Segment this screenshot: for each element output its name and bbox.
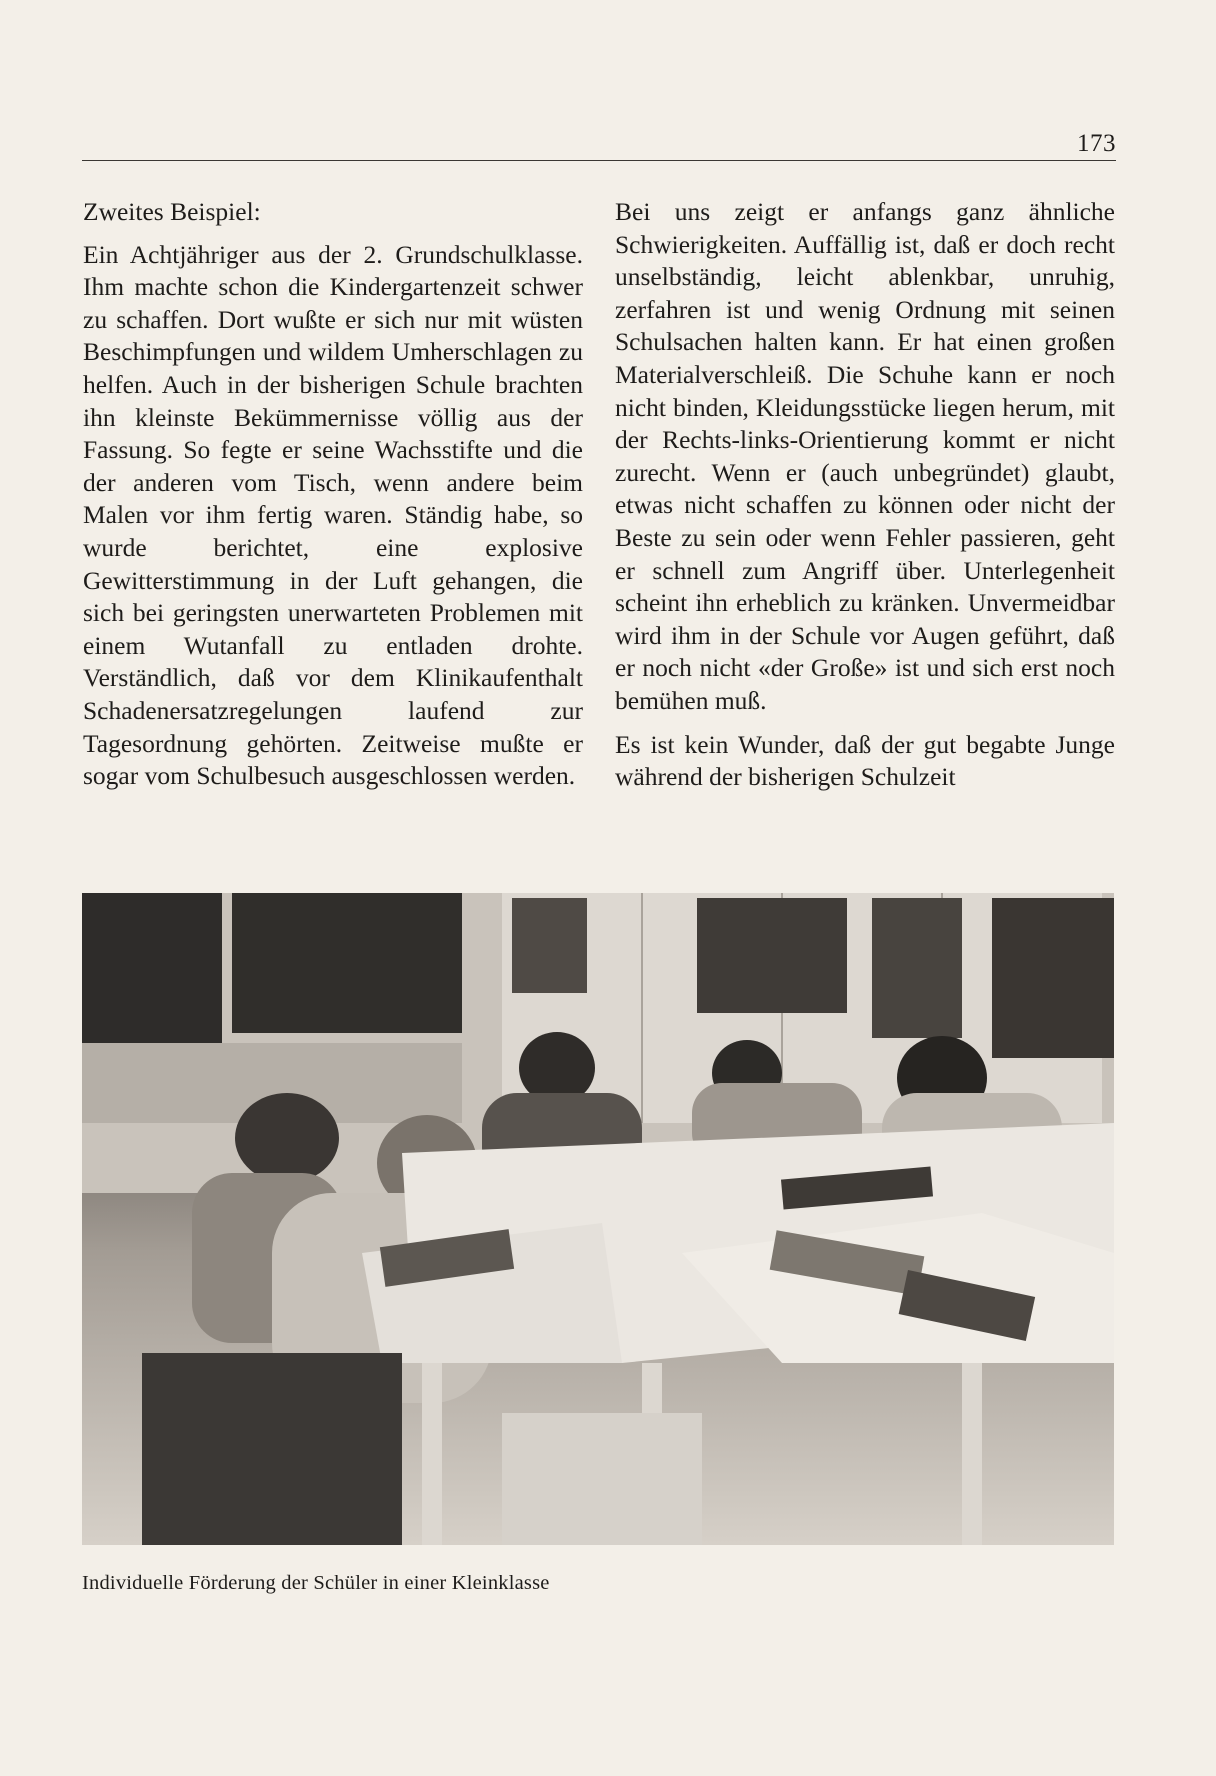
header-rule bbox=[82, 160, 1116, 161]
chalkboard-right bbox=[232, 893, 462, 1033]
right-column bbox=[615, 196, 1115, 805]
classroom-photo bbox=[82, 893, 1114, 1545]
page-number: 173 bbox=[1077, 130, 1116, 157]
figure-caption: Individuelle Förderung der Schüler in einer Kleinklasse bbox=[82, 1572, 550, 1594]
left-paragraph: Ein Achtjähriger aus der 2. Grundschulklasse. Ihm machte schon die Kindergartenzeit schwer zu schaffen. Dort wußte er sich nur mit wüsten Beschimpfungen und wildem Umherschlagen zu helfen. Auch in der bisherigen Schule brachten ihn kleinste Bekümmernisse völlig aus der Fassung. So fegte er seine Wachsstifte und die der anderen vom Tisch, wenn andere beim Malen vor ihm fertig waren. Ständig habe, so wurde berichtet, eine explosive Gewitterstimmung in der Luft gehangen, die sich bei geringsten unerwarteten Problemen mit einem Wutanfall zu entladen drohte. Verständlich, daß vor dem Klinikaufenthalt Schadenersatzregelungen laufend zur Tagesordnung gehörten. Zeitweise mußte er sogar vom Schulbesuch ausgeschlossen werden. bbox=[83, 239, 583, 791]
classroom-photo-illustration bbox=[82, 893, 1114, 1545]
right-paragraph-2: Es ist kein Wunder, daß der gut begabte Junge während der bisherigen Schulzeit bbox=[615, 729, 1115, 792]
poster bbox=[992, 898, 1114, 1058]
chair bbox=[502, 1413, 702, 1545]
poster bbox=[872, 898, 962, 1038]
section-heading: Zweites Beispiel: bbox=[83, 197, 261, 226]
right-paragraph-1: Bei uns zeigt er anfangs ganz ähnliche Schwierigkeiten. Auffällig ist, daß er doch recht unselbständig, leicht ablenkbar, unruhig, zerfahren ist und wenig Ordnung mit seinen Schulsachen halten kann. Er hat einen großen Materialverschleiß. Die Schuhe kann er noch nicht binden, Kleidungsstücke liegen herum, mit der Rechts-links-Orientierung kommt er nicht zurecht. Wenn er (auch unbegründet) glaubt, etwas nicht schaffen zu können oder nicht der Beste zu sein oder wenn Fehler passieren, geht er schnell zum Angriff über. Unterlegenheit scheint ihn erheblich zu kränken. Unvermeidbar wird ihm in der Schule vor Augen geführt, daß er noch nicht «der Große» ist und sich erst noch bemühen muß. bbox=[615, 197, 1115, 715]
student bbox=[235, 1093, 339, 1183]
poster bbox=[697, 898, 847, 1013]
chair-with-jacket bbox=[142, 1353, 402, 1545]
poster bbox=[512, 898, 587, 993]
chalkboard-left bbox=[82, 893, 222, 1043]
left-column bbox=[83, 196, 583, 804]
